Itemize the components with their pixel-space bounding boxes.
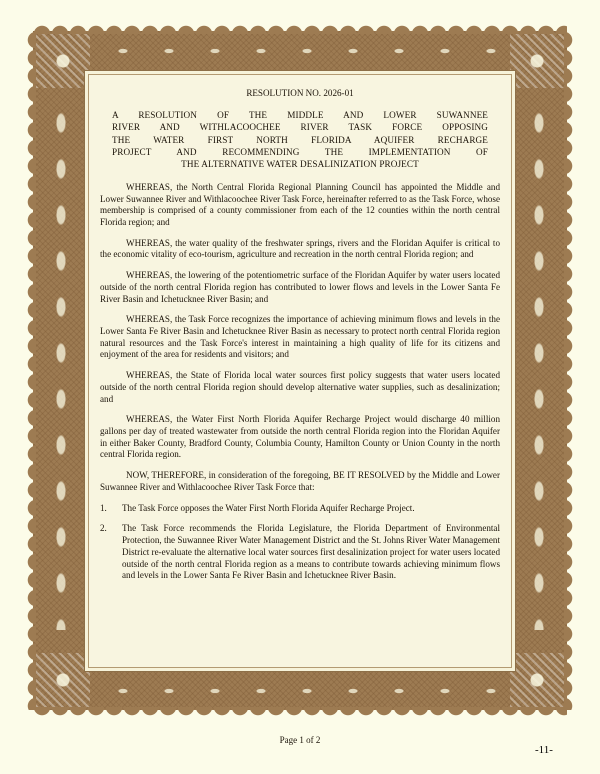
scallop-edge-right — [564, 31, 578, 710]
title-line-4: PROJECT AND RECOMMENDING THE IMPLEMENTATION OF — [112, 146, 488, 157]
whereas-paragraph-6: WHEREAS, the Water First North Florida Aquifer Recharge Project would discharge 40 million gallons per day of treated wastewater from outside the north central Florida region into the Floridan Aquifer in either Baker County, Bradford County, Columbia County, Hamilton County or Union County in the north central Florida region. — [100, 414, 500, 460]
whereas-paragraph-4: WHEREAS, the Task Force recognizes the importance of achieving minimum flows and levels in the Lower Santa Fe River Basin and Ichetucknee River Basin as necessary to protect north central Florida region natural resources and the Task Force's interest in maintaining a high quality of life for its citizens and enjoyment of the area for residents and visitors; and — [100, 314, 500, 360]
resolution-number: RESOLUTION NO. 2026-01 — [246, 88, 354, 98]
title-line-5: THE ALTERNATIVE WATER DESALINIZATION PROJECT — [181, 159, 419, 170]
scallop-edge-left — [22, 31, 36, 710]
whereas-paragraph-1: WHEREAS, the North Central Florida Regional Planning Council has appointed the Middle and Lower Suwannee River and Withlacoochee River Task Force, hereinafter referred to as the Task Force, whose membership is comprised of a county commissioner from each of the 12 counties within the north central Florida region; and — [100, 181, 500, 227]
resolved-paragraph: NOW, THEREFORE, in consideration of the foregoing, BE IT RESOLVED by the Middle and Lower Suwannee River and Withlacoochee River Task Force that: — [100, 470, 500, 492]
side-ornament-bottom — [100, 680, 500, 702]
whereas-paragraph-2: WHEREAS, the water quality of the freshwater springs, rivers and the Floridan Aquifer is critical to the economic vitality of eco-tourism, agriculture and recreation in the north central Florida region; and — [100, 237, 500, 260]
corner-ornament-top-left — [36, 34, 90, 88]
page-footer: Page 1 of 2 — [279, 735, 321, 745]
side-ornament-right — [528, 100, 550, 630]
numbered-item-1 — [100, 503, 500, 515]
whereas-paragraph-5: WHEREAS, the State of Florida local water sources first policy suggests that water users located outside of the north central Florida region should develop alternative water supplies, such as desalinization; and — [100, 370, 500, 404]
numbered-item-2-number: 2. — [100, 523, 107, 534]
scallop-edge-top — [33, 20, 567, 34]
corner-ornament-bottom-right — [510, 653, 564, 707]
document-body — [100, 88, 500, 658]
numbered-item-2 — [100, 523, 500, 582]
corner-ornament-bottom-left — [36, 653, 90, 707]
corner-ornament-top-right — [510, 34, 564, 88]
numbered-item-1-number: 1. — [100, 502, 107, 513]
page-number: -11- — [535, 744, 553, 756]
title-line-1: A RESOLUTION OF THE MIDDLE AND LOWER SUWANNEE — [112, 109, 488, 120]
title-line-2: RIVER AND WITHLACOOCHEE RIVER TASK FORCE OPPOSING — [112, 122, 488, 133]
whereas-paragraph-3: WHEREAS, the lowering of the potentiometric surface of the Floridan Aquifer by water users located outside of the north central Florida region has contributed to lower flows and levels in the Lower Santa Fe River Basin and Ichetucknee River Basin; and — [100, 270, 500, 304]
side-ornament-left — [50, 100, 72, 630]
scallop-edge-bottom — [33, 707, 567, 721]
numbered-item-2-text: The Task Force recommends the Florida Legislature, the Florida Department of Environmental Protection, the Suwannee River Water Management District and the St. Johns River Water Management District re-evaluate the alternative local water sources first desalinization project for water users located outside of the north central Florida region as a means to contribute towards achieving minimum flows and levels in the Lower Santa Fe River Basin and Ichetucknee River Basin. — [122, 523, 500, 581]
side-ornament-top — [100, 40, 500, 62]
document-title — [112, 109, 488, 171]
title-line-3: THE WATER FIRST NORTH FLORIDA AQUIFER RECHARGE — [112, 134, 488, 145]
numbered-item-1-text: The Task Force opposes the Water First North Florida Aquifer Recharge Project. — [122, 502, 415, 513]
